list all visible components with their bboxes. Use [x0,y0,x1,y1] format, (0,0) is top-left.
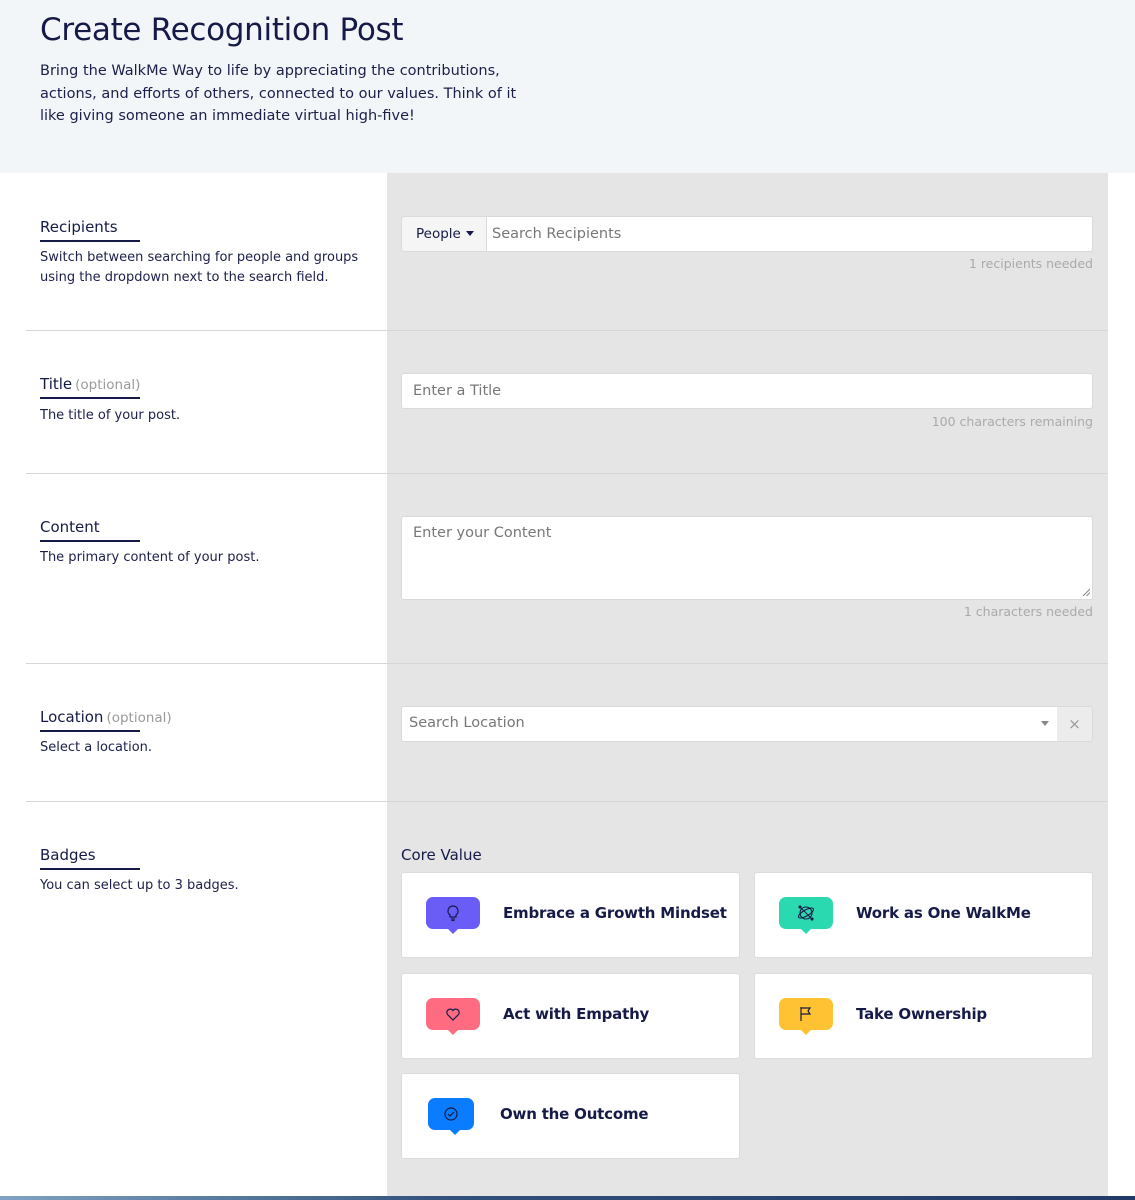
location-label [40,708,172,726]
title-description: The title of your post. [40,408,181,423]
recipients-placeholder: Search Recipients [492,226,622,242]
content-placeholder: Enter your Content [413,525,552,541]
section-divider [26,473,1108,474]
label-underline [40,730,140,732]
globe-network-icon [779,897,833,929]
page-header [0,0,1135,173]
badge-embrace-growth-mindset[interactable] [401,872,740,958]
content-description: The primary content of your post. [40,550,260,565]
content-textarea[interactable] [401,516,1093,600]
title-hint: 100 characters remaining [931,414,1093,429]
badge-work-as-one-walkme[interactable] [754,872,1093,958]
heart-icon [426,998,480,1030]
badge-label: Act with Empathy [503,1005,650,1023]
title-label-text: Title [40,375,73,393]
label-underline [40,397,140,399]
check-circle-icon [428,1098,474,1130]
label-underline [40,868,140,870]
optional-tag: (optional) [106,710,172,726]
content-hint: 1 characters needed [963,604,1093,619]
location-label-text: Location [40,708,104,726]
recipients-hint: 1 recipients needed [968,256,1093,271]
bottom-border [0,1196,1135,1200]
resize-handle-icon[interactable] [1082,588,1090,596]
badge-label: Embrace a Growth Mindset [503,904,727,922]
location-select[interactable] [401,706,1058,742]
recipient-type-dropdown[interactable] [401,216,486,252]
recipient-type-label: People [416,226,461,242]
location-description: Select a location. [40,740,153,755]
badge-own-the-outcome[interactable] [401,1073,740,1159]
badge-label: Work as One WalkMe [856,904,1031,922]
badge-label: Own the Outcome [500,1105,649,1123]
badges-label: Badges [40,846,96,864]
caret-down-icon [466,231,474,236]
badges-description: You can select up to 3 badges. [40,878,239,893]
section-divider [26,330,1108,331]
label-underline [40,540,140,542]
badge-label: Take Ownership [856,1005,987,1023]
title-input[interactable] [401,373,1093,409]
section-divider [26,801,1108,802]
recipients-search-input[interactable] [486,216,1093,252]
lightbulb-icon [426,897,480,929]
badge-group-title: Core Value [401,846,482,864]
title-placeholder: Enter a Title [413,383,502,399]
location-placeholder: Search Location [409,715,525,731]
recipients-label: Recipients [40,218,118,236]
caret-down-icon[interactable] [1041,721,1049,726]
badge-act-with-empathy[interactable] [401,973,740,1059]
page-title: Create Recognition Post [40,12,404,48]
badge-take-ownership[interactable] [754,973,1093,1059]
content-label: Content [40,518,100,536]
label-underline [40,240,140,242]
recipients-description: Switch between searching for people and groups using the dropdown next to the search field. [40,250,359,285]
flag-icon [779,998,833,1030]
optional-tag: (optional) [75,377,141,393]
title-label [40,375,140,393]
section-divider [26,663,1108,664]
clear-location-button[interactable]: × [1057,706,1093,742]
page-intro: Bring the WalkMe Way to life by appreciating the contributions, actions, and efforts of others, connected to our values. Think of it like giving someone an immediate virtual high-five! [40,63,517,124]
